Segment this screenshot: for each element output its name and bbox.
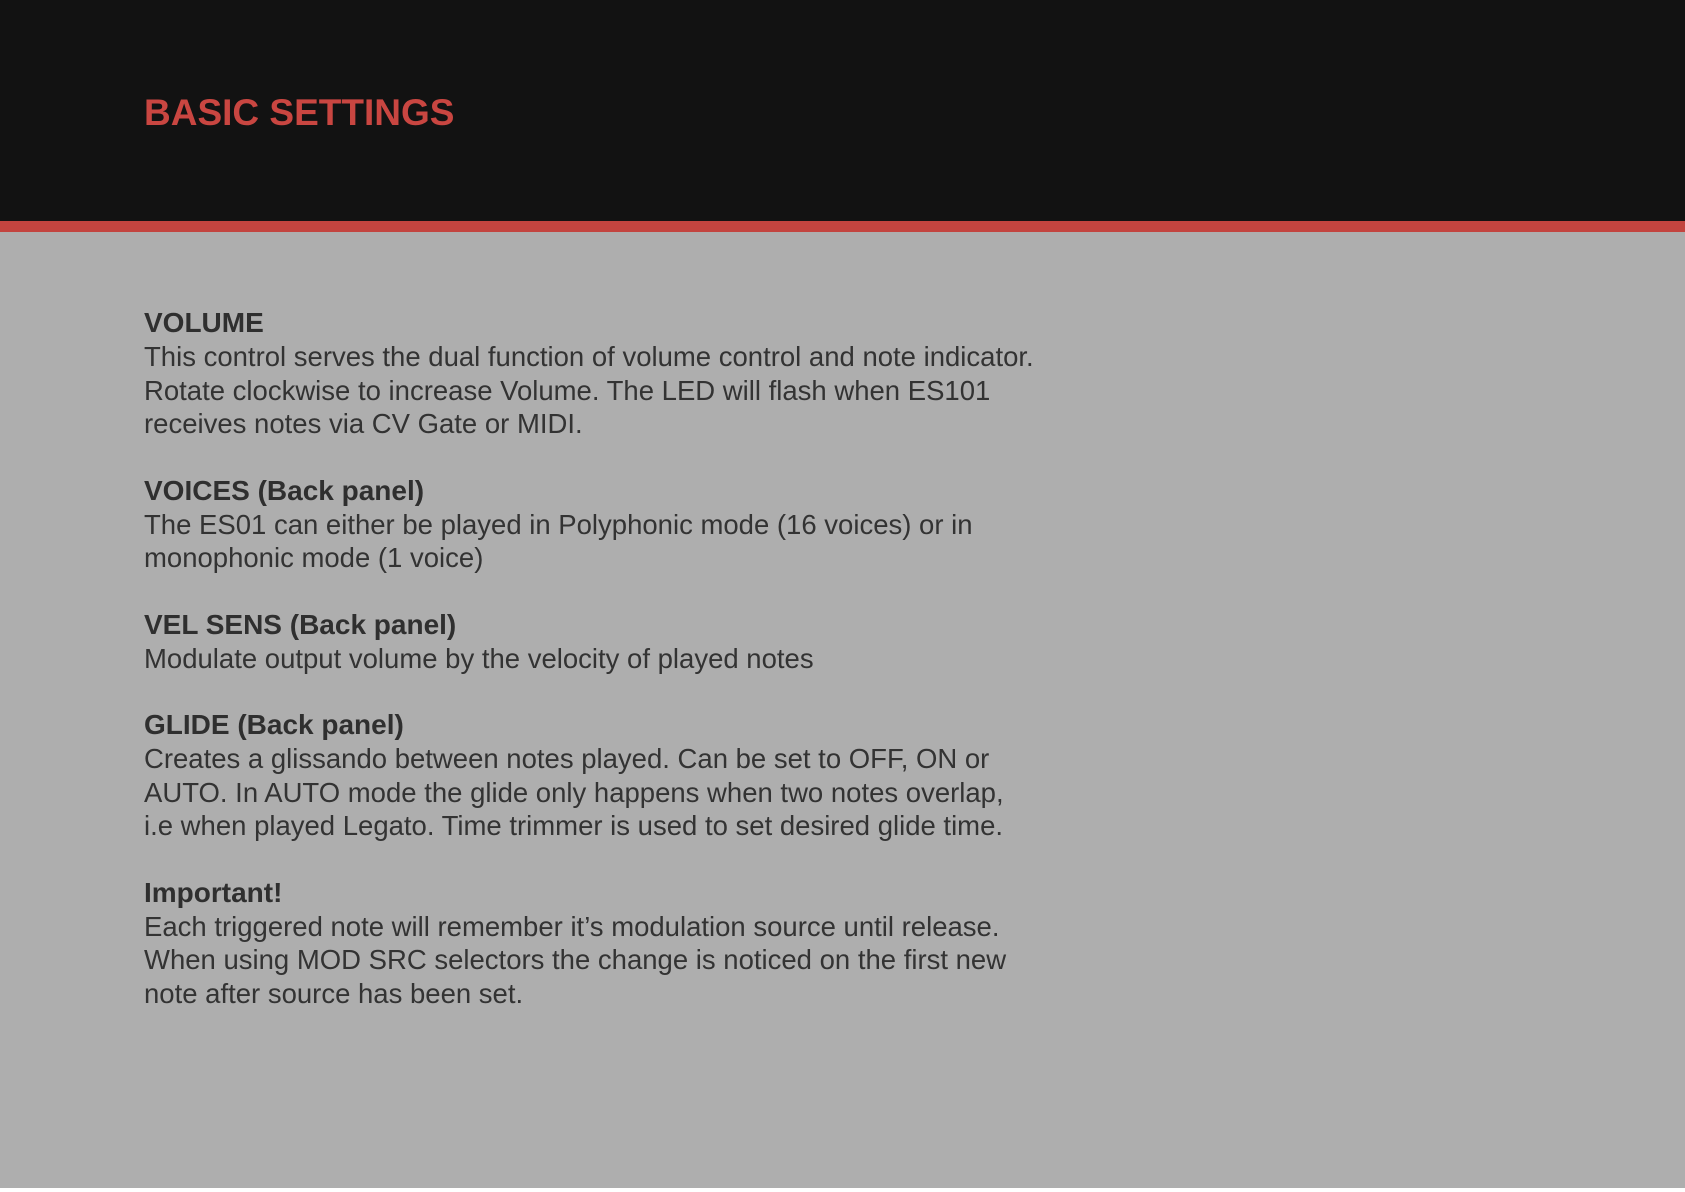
section-heading-volume: VOLUME: [144, 307, 264, 338]
body-line: receives notes via CV Gate or MIDI.: [144, 408, 583, 439]
section-body-important: [144, 910, 1144, 1011]
section-body-volume: [144, 340, 1144, 441]
accent-stripe: [0, 221, 1685, 232]
section-glide: [144, 708, 1144, 843]
section-heading-glide: GLIDE (Back panel): [144, 709, 404, 740]
section-vel-sens: [144, 608, 1144, 676]
page-bottom-edge: [0, 1188, 1685, 1192]
settings-content: [144, 306, 1144, 1043]
body-line: This control serves the dual function of volume control and note indicator.: [144, 341, 1034, 372]
body-line: The ES01 can either be played in Polyphonic mode (16 voices) or in: [144, 508, 973, 540]
section-heading-important: Important!: [144, 876, 283, 908]
page-title: BASIC SETTINGS: [144, 92, 455, 133]
body-line: Each triggered note will remember it’s modulation source until release.: [144, 910, 1000, 942]
section-volume: [144, 306, 1144, 441]
body-line: When using MOD SRC selectors the change is noticed on the first new: [144, 944, 1007, 975]
body-line: AUTO. In AUTO mode the glide only happens when two notes overlap,: [144, 776, 1004, 808]
section-heading-vel-sens: VEL SENS (Back panel): [144, 608, 457, 640]
body-line: note after source has been set.: [144, 977, 524, 1009]
section-body-vel-sens: [144, 642, 1144, 676]
section-heading-voices: VOICES (Back panel): [144, 474, 425, 506]
body-line: Modulate output volume by the velocity of played notes: [144, 642, 814, 674]
section-voices: [144, 474, 1144, 575]
body-line: i.e when played Legato. Time trimmer is used to set desired glide time.: [144, 810, 1004, 841]
body-line: monophonic mode (1 voice): [144, 542, 484, 573]
body-line: Creates a glissando between notes played. Can be set to OFF, ON or: [144, 743, 990, 774]
section-important: [144, 876, 1144, 1011]
section-body-voices: [144, 508, 1144, 575]
body-line: Rotate clockwise to increase Volume. The LED will flash when ES101: [144, 374, 991, 406]
section-body-glide: [144, 742, 1144, 843]
